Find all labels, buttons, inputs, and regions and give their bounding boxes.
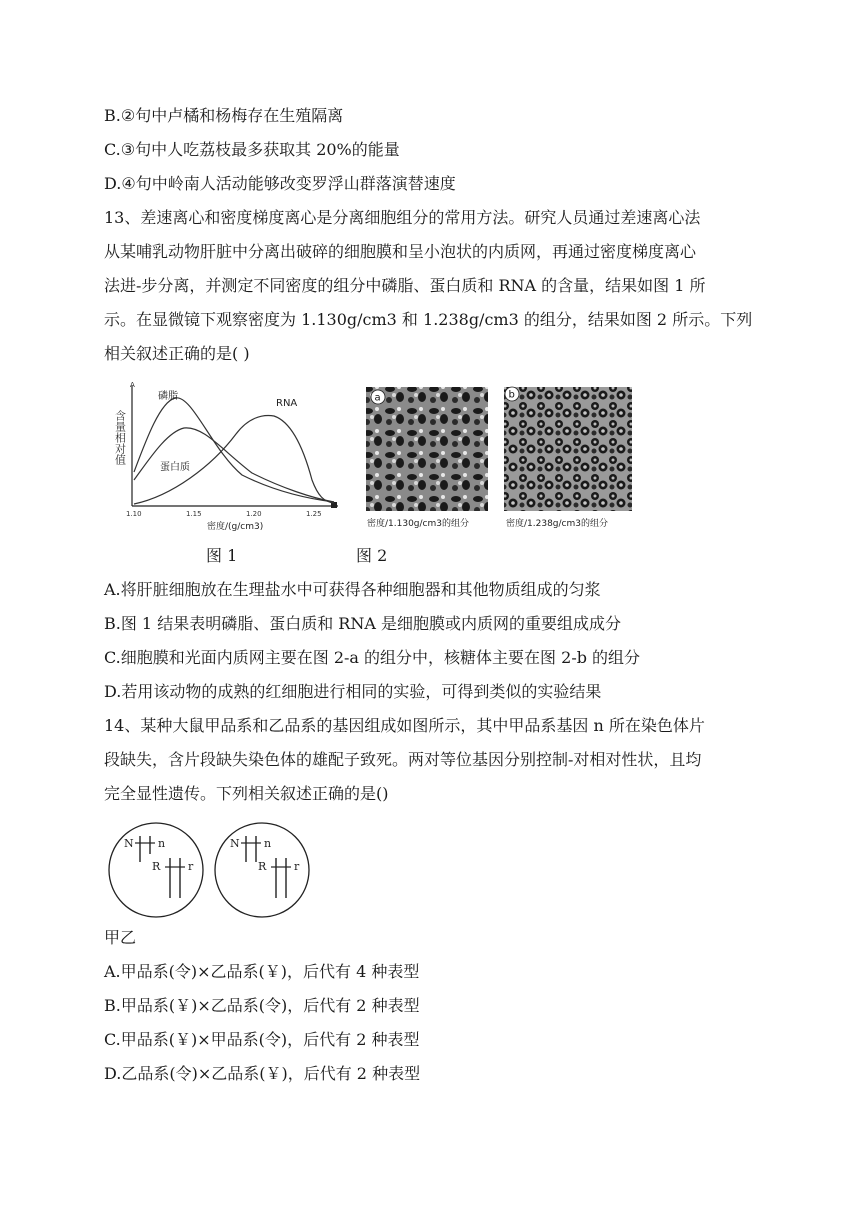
svg-text:n: n bbox=[158, 837, 166, 850]
cell-jia bbox=[109, 823, 203, 917]
fig1-caption: 图 1 bbox=[206, 546, 238, 565]
rna-curve bbox=[134, 416, 334, 504]
svg-text:n: n bbox=[264, 837, 272, 850]
fig1-label-phospholipid: 磷脂 bbox=[158, 391, 178, 402]
fig1-x-tick: 1.25 bbox=[306, 510, 322, 518]
q13-stem-line-4: 示。在显微镜下观察密度为 1.130g/cm3 和 1.238g/cm3 的组分，结果如图 2 所示。下列 bbox=[104, 310, 753, 329]
phospholipid-curve bbox=[134, 398, 334, 502]
q14-option-d: D.乙品系(令)×乙品系(￥)，后代有 2 种表型 bbox=[104, 1064, 421, 1083]
q13-stem-line-5: 相关叙述正确的是( ) bbox=[104, 344, 250, 363]
q13-stem-line-3: 法进-步分离，并测定不同密度的组分中磷脂、蛋白质和 RNA 的含量，结果如图 1 所 bbox=[104, 276, 706, 295]
q13-option-a: A.将肝脏细胞放在生理盐水中可获得各种细胞器和其他物质组成的匀浆 bbox=[104, 580, 601, 599]
fig1-x-axis-label: 密度/(g/cm3) bbox=[207, 522, 264, 532]
q13-figure-1 bbox=[112, 380, 350, 532]
q13-figure-2a bbox=[362, 383, 494, 531]
q14-option-b: B.甲品系(￥)×乙品系(令)，后代有 2 种表型 bbox=[104, 996, 420, 1015]
q14-stem-line-1: 14、某种大鼠甲品系和乙品系的基因组成如图所示，其中甲品系基因 n 所在染色体片 bbox=[104, 716, 705, 735]
q14-option-a: A.甲品系(令)×乙品系(￥)，后代有 4 种表型 bbox=[104, 962, 420, 981]
fig2a-label: 密度/1.130g/cm3的组分 bbox=[367, 519, 469, 529]
q13-stem-line-1: 13、差速离心和密度梯度离心是分离细胞组分的常用方法。研究人员通过差速离心法 bbox=[104, 208, 701, 227]
q14-option-c: C.甲品系(￥)×甲品系(令)，后代有 2 种表型 bbox=[104, 1030, 420, 1049]
q13-option-b: B.图 1 结果表明磷脂、蛋白质和 RNA 是细胞膜或内质网的重要组成成分 bbox=[104, 614, 621, 633]
q14-figure-caption: 甲乙 bbox=[104, 928, 137, 947]
q13-option-d: D.若用该动物的成熟的红细胞进行相同的实验，可得到类似的实验结果 bbox=[104, 682, 602, 701]
q13-figure-2b bbox=[500, 383, 636, 531]
fig2a-tag: a bbox=[374, 392, 381, 404]
fig1-x-tick: 1.15 bbox=[186, 510, 202, 518]
q12-option-d: D.④句中岭南人活动能够改变罗浮山群落演替速度 bbox=[104, 174, 456, 193]
fig1-x-tick: 1.20 bbox=[246, 510, 262, 518]
svg-text:R: R bbox=[152, 860, 161, 873]
fig2b-tag: b bbox=[508, 389, 515, 401]
svg-text:r: r bbox=[188, 860, 194, 873]
q14-stem-line-3: 完全显性遗传。下列相关叙述正确的是() bbox=[104, 784, 389, 803]
fig1-label-rna: RNA bbox=[276, 398, 298, 409]
q13-option-c: C.细胞膜和光面内质网主要在图 2-a 的组分中，核糖体主要在图 2-b 的组分 bbox=[104, 648, 641, 667]
svg-text:N: N bbox=[230, 837, 240, 850]
q12-option-c: C.③句中人吃荔枝最多获取其 20%的能量 bbox=[104, 140, 400, 159]
q14-stem-line-2: 段缺失，含片段缺失染色体的雄配子致死。两对等位基因分别控制-对相对性状，且均 bbox=[104, 750, 702, 769]
q12-option-b: B.②句中卢橘和杨梅存在生殖隔离 bbox=[104, 106, 344, 125]
q14-figure bbox=[104, 820, 316, 920]
fig1-x-tick: 1.10 bbox=[126, 510, 142, 518]
fig2-caption: 图 2 bbox=[356, 546, 388, 565]
cell-yi bbox=[215, 823, 309, 917]
q13-stem-line-2: 从某哺乳动物肝脏中分离出破碎的细胞膜和呈小泡状的内质网，再通过密度梯度离心 bbox=[104, 242, 697, 261]
svg-text:N: N bbox=[124, 837, 134, 850]
fig1-y-axis-label: 含量相对值 bbox=[113, 410, 127, 465]
svg-text:A: A bbox=[130, 381, 135, 389]
svg-text:r: r bbox=[294, 860, 300, 873]
fig2b-label: 密度/1.238g/cm3的组分 bbox=[506, 519, 608, 529]
fig1-label-protein: 蛋白质 bbox=[160, 462, 190, 473]
svg-text:R: R bbox=[258, 860, 267, 873]
